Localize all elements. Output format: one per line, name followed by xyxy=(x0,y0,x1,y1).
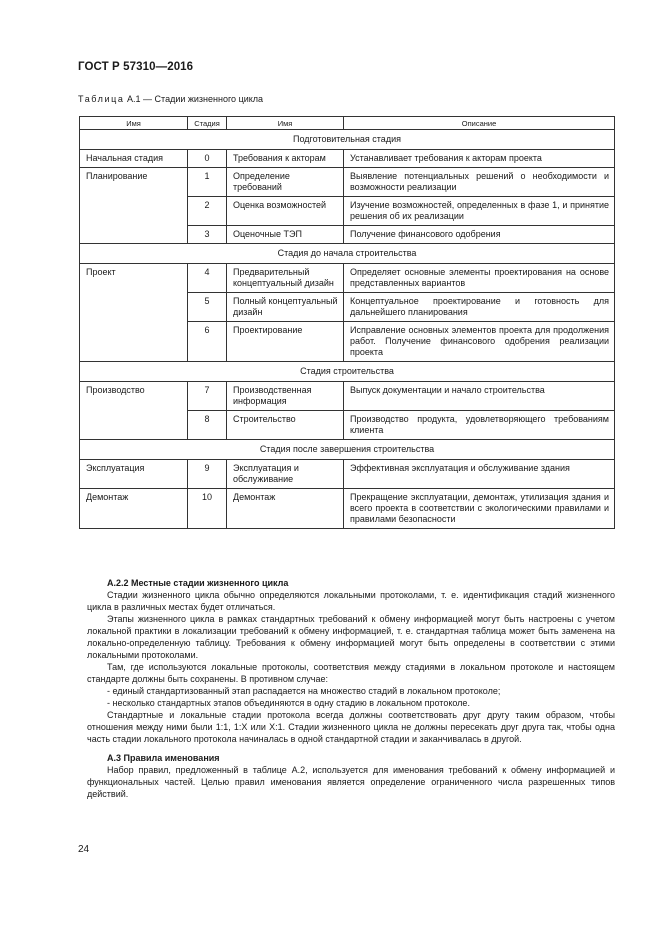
requirement-name: Оценка возможностей xyxy=(227,197,344,226)
stage-description: Эффективная эксплуатация и обслуживание здания xyxy=(344,460,615,489)
page-number: 24 xyxy=(78,844,90,855)
column-header: Имя xyxy=(227,117,344,130)
section-heading-a22: А.2.2 Местные стадии жизненного цикла xyxy=(107,578,289,588)
paragraph: Набор правил, предложенный в таблице А.2, используется для именования требований к обмену информацией и функциональных частей. Целью правил именования является определение ограниченного числа разрешенных типов действий. xyxy=(87,765,615,799)
stage-group-name: Проект xyxy=(80,264,188,362)
table-row xyxy=(80,460,615,489)
requirement-name: Оценочные ТЭП xyxy=(227,226,344,244)
stage-description: Устанавливает требования к акторам проекта xyxy=(344,150,615,168)
stage-description: Изучение возможностей, определенных в фазе 1, и принятие решения об их реализации xyxy=(344,197,615,226)
stage-number: 9 xyxy=(188,460,227,489)
list-item: - единый стандартизованный этап распадается на множество стадий в локальном протоколе; xyxy=(107,686,501,696)
table-caption xyxy=(78,94,263,104)
section-row xyxy=(80,130,615,150)
requirement-name: Требования к акторам xyxy=(227,150,344,168)
paragraph: Стадии жизненного цикла обычно определяются локальными протоколами, т. е. идентификация стадий жизненного цикла в различных местах будет отличаться. xyxy=(87,590,615,612)
table-row xyxy=(80,489,615,529)
stage-group-name: Эксплуатация xyxy=(80,460,188,489)
standard-header: ГОСТ Р 57310—2016 xyxy=(78,61,194,73)
stage-description: Получение финансового одобрения xyxy=(344,226,615,244)
section-row xyxy=(80,440,615,460)
stage-description: Исправление основных элементов проекта для продолжения работ. Получение финансового одобрения реализации проекта xyxy=(344,322,615,362)
stage-group-name: Демонтаж xyxy=(80,489,188,529)
column-header: Стадия xyxy=(188,117,227,130)
requirement-name: Полный концептуальный дизайн xyxy=(227,293,344,322)
stage-description: Выявление потенциальных решений о необходимости и возможности реализации xyxy=(344,168,615,197)
table-caption-prefix: Таблица xyxy=(78,94,125,104)
body-text xyxy=(87,577,615,800)
requirement-name: Эксплуатация и обслуживание xyxy=(227,460,344,489)
requirement-name: Проектирование xyxy=(227,322,344,362)
requirement-name: Определение требований xyxy=(227,168,344,197)
stage-number: 5 xyxy=(188,293,227,322)
table-row xyxy=(80,168,615,197)
table-caption-number: А.1 xyxy=(127,94,141,104)
stage-number: 4 xyxy=(188,264,227,293)
requirement-name: Производственная информация xyxy=(227,382,344,411)
lifecycle-stages-table xyxy=(79,116,615,529)
stage-group-name: Планирование xyxy=(80,168,188,244)
stage-number: 8 xyxy=(188,411,227,440)
stage-group-name: Производство xyxy=(80,382,188,440)
stage-number: 3 xyxy=(188,226,227,244)
column-header: Описание xyxy=(344,117,615,130)
section-row xyxy=(80,244,615,264)
stage-description: Определяет основные элементы проектирования на основе представленных вариантов xyxy=(344,264,615,293)
stage-description: Прекращение эксплуатации, демонтаж, утилизация здания и всего проекта в соответствии с экологическими правилами и правилами безопасности xyxy=(344,489,615,529)
table-header-row xyxy=(80,117,615,130)
stage-description: Выпуск документации и начало строительства xyxy=(344,382,615,411)
section-row xyxy=(80,362,615,382)
requirement-name: Демонтаж xyxy=(227,489,344,529)
stage-number: 0 xyxy=(188,150,227,168)
table-row xyxy=(80,264,615,293)
stage-number: 1 xyxy=(188,168,227,197)
table-row xyxy=(80,150,615,168)
paragraph: Стандартные и локальные стадии протокола всегда должны соответствовать друг другу таким образом, чтобы отношения между ними были 1:1, 1:X или X:1. Стадии жизненного цикла не должны пересекать друг друга так, чтобы одна часть стадии локального протокола начиналась в одной стандартной стадии и заканчивалась в другой. xyxy=(87,710,615,744)
stage-number: 7 xyxy=(188,382,227,411)
requirement-name: Строительство xyxy=(227,411,344,440)
paragraph: Там, где используются локальные протоколы, соответствия между стадиями в локальном протоколе и настоящем стандарте должны быть сохранены. В противном случае: xyxy=(87,662,615,684)
stage-description: Производство продукта, удовлетворяющего требованиям клиента xyxy=(344,411,615,440)
stage-group-name: Начальная стадия xyxy=(80,150,188,168)
stage-number: 10 xyxy=(188,489,227,529)
section-title: Подготовительная стадия xyxy=(80,130,615,150)
section-heading-a3: А.3 Правила именования xyxy=(107,753,220,763)
table-caption-title: — Стадии жизненного цикла xyxy=(143,94,264,104)
list-item: - несколько стандартных этапов объединяются в одну стадию в локальном протоколе. xyxy=(107,698,470,708)
column-header: Имя xyxy=(80,117,188,130)
paragraph: Этапы жизненного цикла в рамках стандартных требований к обмену информацией могут быть настроены с учетом локальной практики в локализации требований к обмену информацией, т. е. стандартная таблица может быть заменена на локально-определенную таблицу. Требования к обмену информацией могут быть определены в соответствии с этими локальными протоколами. xyxy=(87,614,615,660)
stage-number: 6 xyxy=(188,322,227,362)
section-title: Стадия после завершения строительства xyxy=(80,440,615,460)
requirement-name: Предварительный концептуальный дизайн xyxy=(227,264,344,293)
section-title: Стадия строительства xyxy=(80,362,615,382)
stage-number: 2 xyxy=(188,197,227,226)
section-title: Стадия до начала строительства xyxy=(80,244,615,264)
table-row xyxy=(80,382,615,411)
stage-description: Концептуальное проектирование и готовность для дальнейшего планирования xyxy=(344,293,615,322)
